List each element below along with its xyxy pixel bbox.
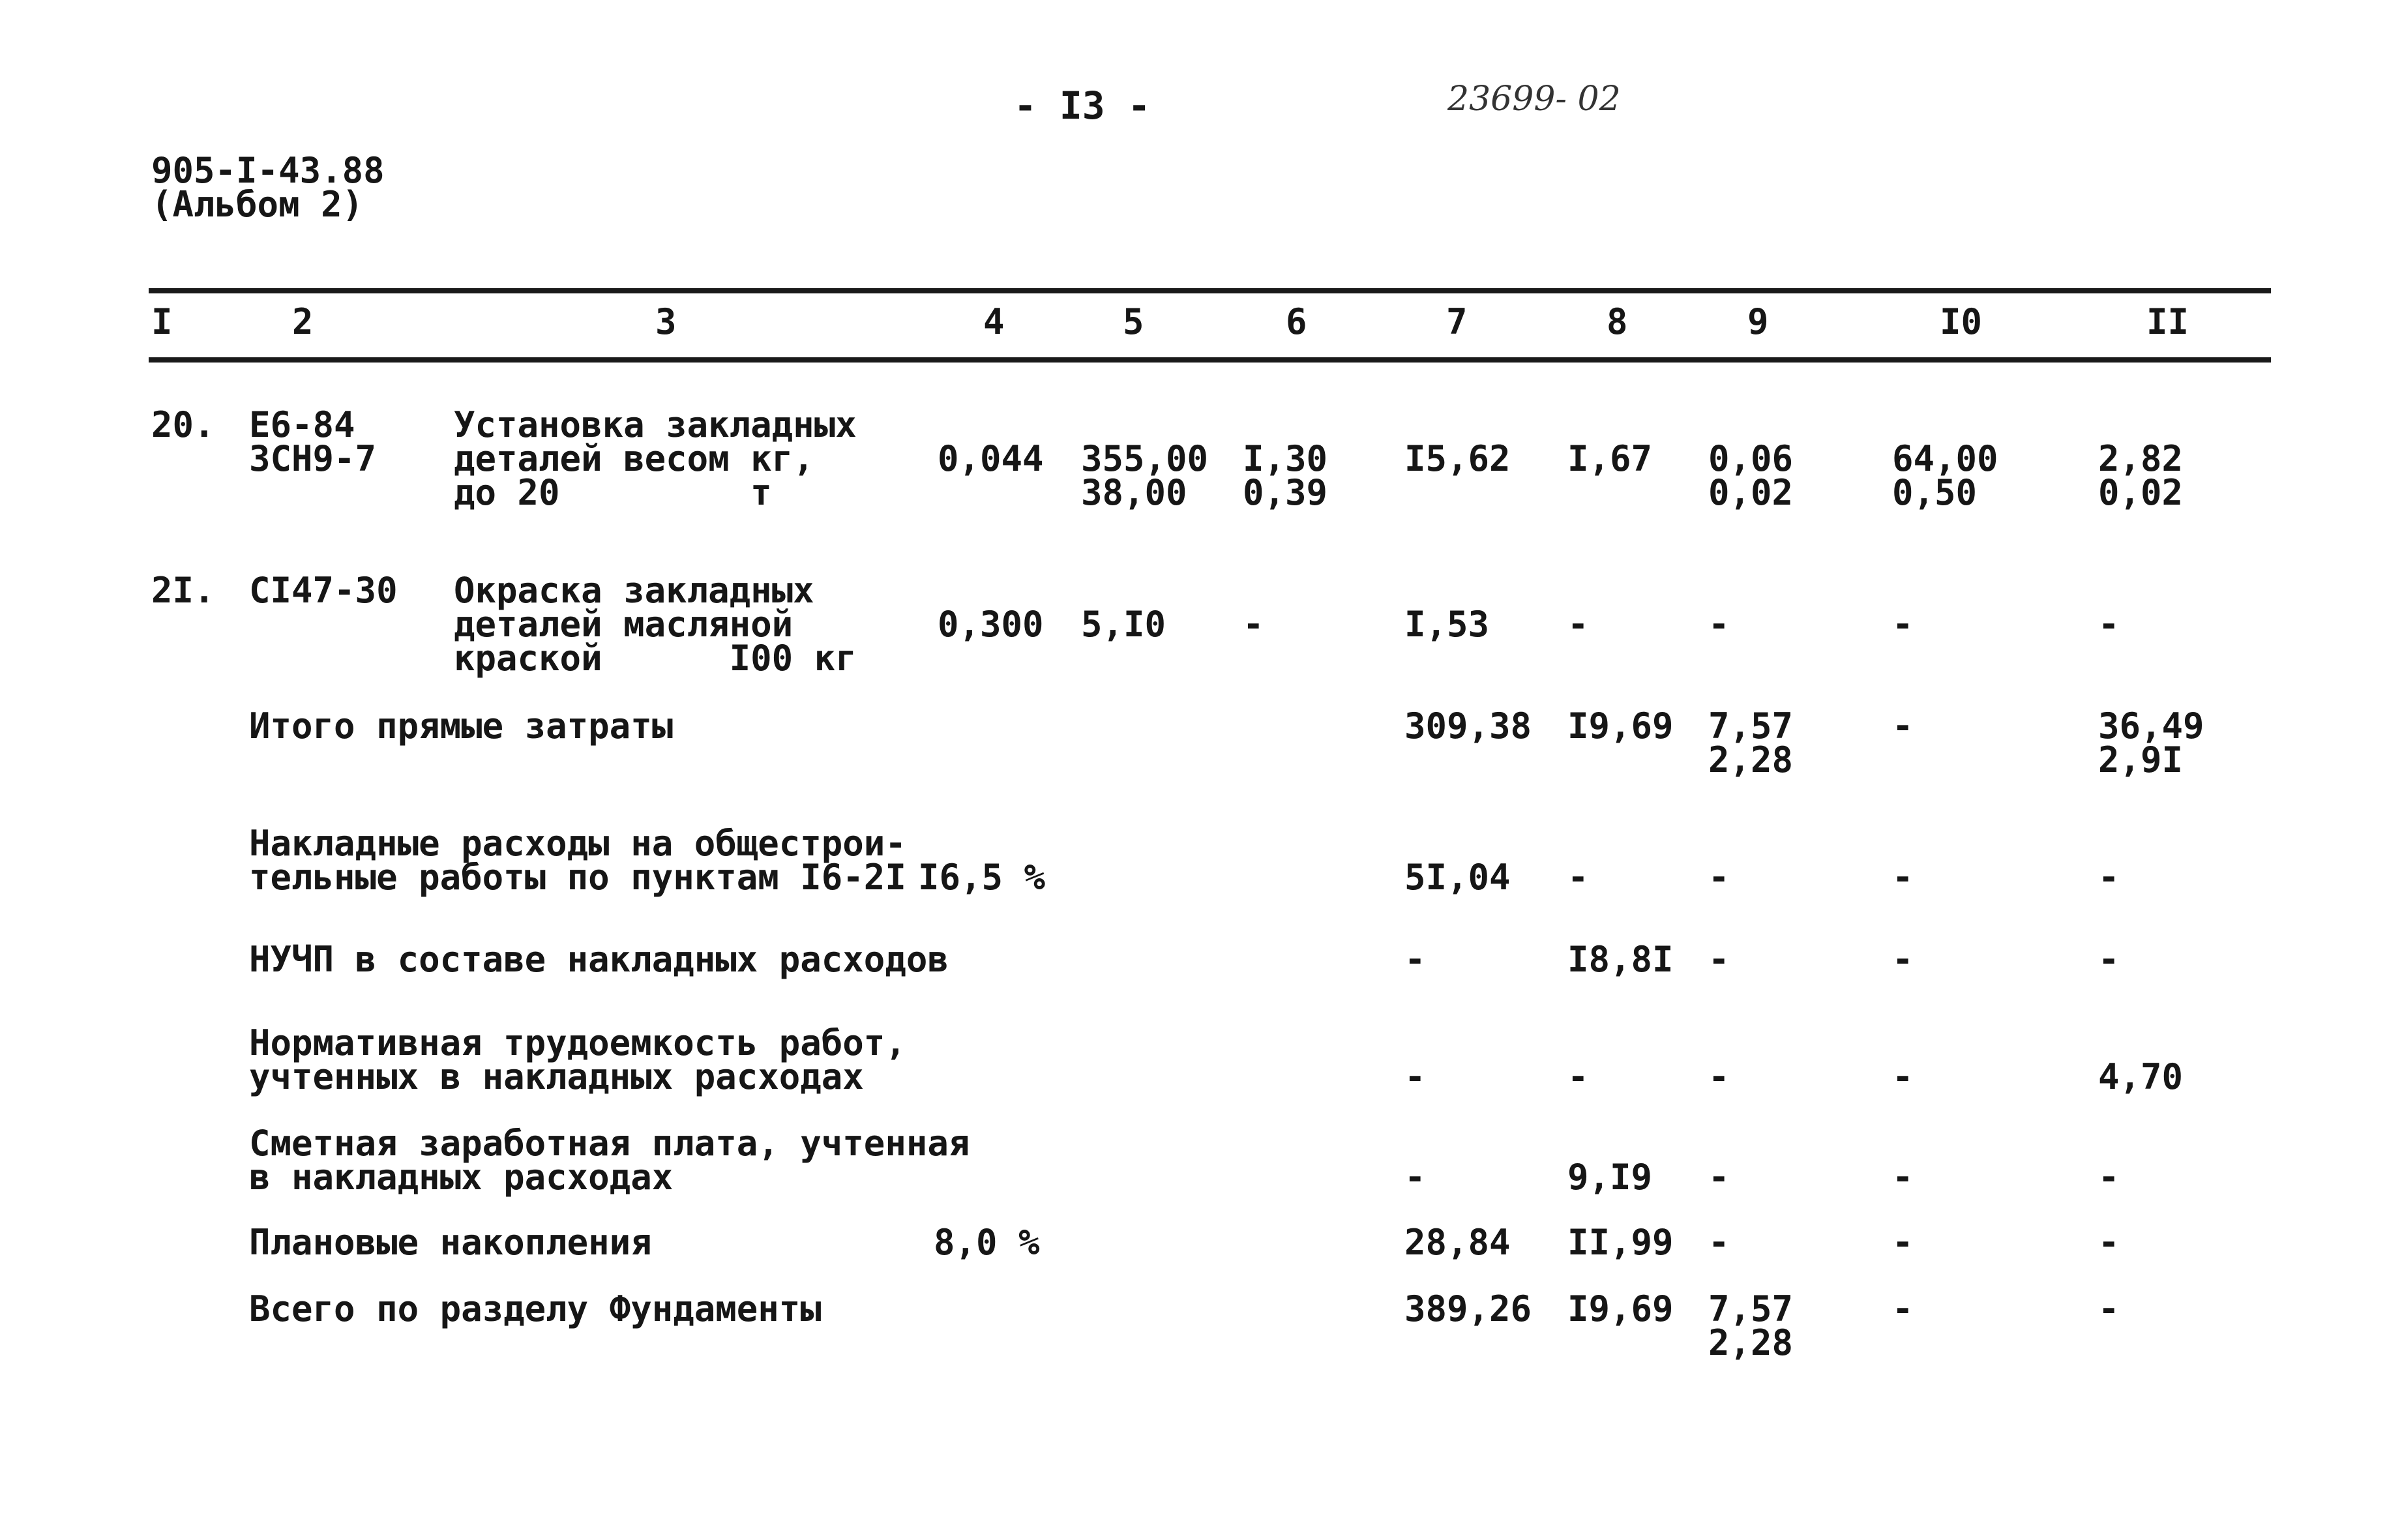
cell-c4: I6,5 % xyxy=(918,857,1046,898)
row-name: Окраска закладных деталей масляной краской I00 кг xyxy=(454,570,857,679)
cell-c7: I,53 xyxy=(1404,604,1490,645)
handwritten-code: 23699- 02 xyxy=(1447,80,1621,119)
cell-c7: 28,84 xyxy=(1404,1222,1511,1263)
cell-c11: - xyxy=(2098,857,2120,898)
cell-c11: - xyxy=(2098,604,2120,645)
cell-c5: 5,I0 xyxy=(1081,604,1166,645)
row-code: Е6-84 ЗСН9-7 xyxy=(249,404,377,479)
cell-c6: - xyxy=(1243,604,1264,645)
summary-label: Итого прямые затраты xyxy=(249,705,674,747)
cell-c10: - xyxy=(1892,1288,1914,1329)
cell-c9: - xyxy=(1708,1056,1730,1097)
row-number: 20. xyxy=(151,404,215,445)
summary-label: Сметная заработная плата, учтенная в накладных расходах xyxy=(249,1123,970,1198)
col-header-11: II xyxy=(2146,301,2189,342)
cell-c11: 36,49 2,9I xyxy=(2098,705,2204,780)
summary-label: Нормативная трудоемкость работ, учтенных в накладных расходах xyxy=(249,1022,906,1097)
cell-c5: 355,00 38,00 xyxy=(1081,438,1209,513)
cell-c4: 0,300 xyxy=(938,604,1044,645)
cell-c10: - xyxy=(1892,705,1914,747)
cell-c8: I8,8I xyxy=(1567,939,1674,980)
cell-c10: - xyxy=(1892,1056,1914,1097)
cell-c7: - xyxy=(1404,1157,1426,1198)
cell-c7: I5,62 xyxy=(1404,438,1511,479)
cell-c10: 64,00 0,50 xyxy=(1892,438,1998,513)
document-code: 905-I-43.88 xyxy=(151,150,385,191)
cell-c8: - xyxy=(1567,604,1589,645)
cell-c4: 8,0 % xyxy=(934,1222,1040,1263)
cell-c7: - xyxy=(1404,1056,1426,1097)
cell-c8: - xyxy=(1567,857,1589,898)
cell-c10: - xyxy=(1892,1222,1914,1263)
col-header-2: 2 xyxy=(292,301,314,342)
row-name: Установка закладных деталей весом кг, до 20 т xyxy=(454,404,857,513)
cell-c11: 4,70 xyxy=(2098,1056,2184,1097)
cell-c8: 9,I9 xyxy=(1567,1157,1653,1198)
col-header-5: 5 xyxy=(1123,301,1144,342)
cell-c4: 0,044 xyxy=(938,438,1044,479)
col-header-4: 4 xyxy=(983,301,1005,342)
header-bottom-rule xyxy=(149,357,2271,363)
cell-c9: 0,06 0,02 xyxy=(1708,438,1794,513)
cell-c9: - xyxy=(1708,857,1730,898)
col-header-6: 6 xyxy=(1286,301,1307,342)
col-header-7: 7 xyxy=(1446,301,1468,342)
cell-c10: - xyxy=(1892,857,1914,898)
cell-c8: I9,69 xyxy=(1567,705,1674,747)
album-label: (Альбом 2) xyxy=(151,184,364,225)
cell-c9: - xyxy=(1708,1222,1730,1263)
col-header-10: I0 xyxy=(1940,301,1983,342)
cell-c8: I,67 xyxy=(1567,438,1653,479)
col-header-9: 9 xyxy=(1747,301,1769,342)
cell-c11: - xyxy=(2098,1288,2120,1329)
cell-c9: - xyxy=(1708,604,1730,645)
row-number: 2I. xyxy=(151,570,215,611)
cell-c11: 2,82 0,02 xyxy=(2098,438,2184,513)
cell-c10: - xyxy=(1892,1157,1914,1198)
summary-label: Всего по разделу Фундаменты xyxy=(249,1288,822,1329)
cell-c11: - xyxy=(2098,1157,2120,1198)
cell-c7: 309,38 xyxy=(1404,705,1532,747)
cell-c7: 389,26 xyxy=(1404,1288,1532,1329)
table-top-rule xyxy=(149,288,2271,293)
cell-c11: - xyxy=(2098,939,2120,980)
cell-c9: 7,57 2,28 xyxy=(1708,1288,1794,1363)
cell-c10: - xyxy=(1892,604,1914,645)
cell-c7: - xyxy=(1404,939,1426,980)
cell-c9: - xyxy=(1708,1157,1730,1198)
cell-c9: 7,57 2,28 xyxy=(1708,705,1794,780)
summary-label: Накладные расходы на общестрои- тельные работы по пунктам I6-2I xyxy=(249,823,906,898)
cell-c6: I,30 0,39 xyxy=(1243,438,1328,513)
col-header-3: 3 xyxy=(655,301,677,342)
cell-c8: I9,69 xyxy=(1567,1288,1674,1329)
summary-label: Плановые накопления xyxy=(249,1222,652,1263)
page-number: - I3 - xyxy=(1014,83,1151,128)
row-code: СI47-30 xyxy=(249,570,398,611)
col-header-8: 8 xyxy=(1607,301,1628,342)
cell-c10: - xyxy=(1892,939,1914,980)
cell-c9: - xyxy=(1708,939,1730,980)
summary-label: НУЧП в составе накладных расходов xyxy=(249,939,949,980)
cell-c8: - xyxy=(1567,1056,1589,1097)
cell-c8: II,99 xyxy=(1567,1222,1674,1263)
cell-c7: 5I,04 xyxy=(1404,857,1511,898)
col-header-1: I xyxy=(151,301,173,342)
cell-c11: - xyxy=(2098,1222,2120,1263)
